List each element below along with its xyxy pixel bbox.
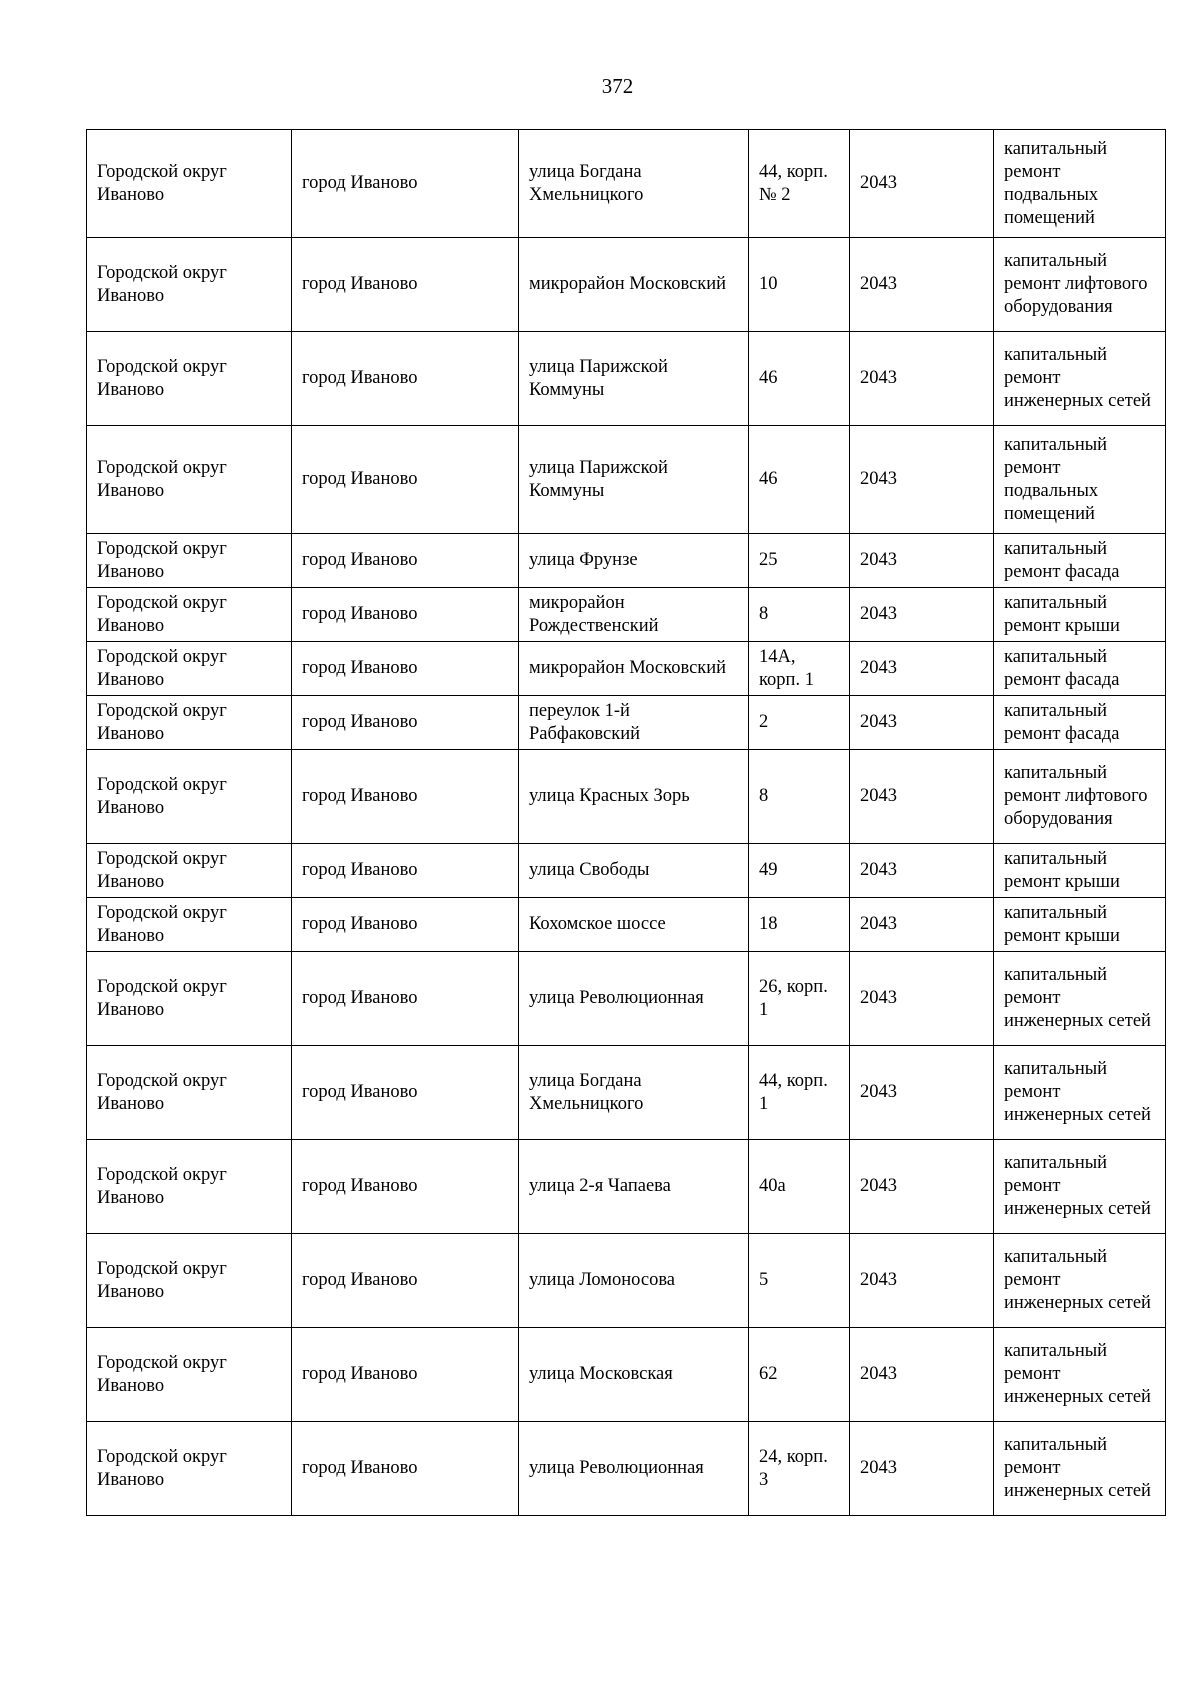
work-text: капитальный ремонт инженерных сетей	[1004, 345, 1151, 411]
municipality-cell	[87, 1046, 292, 1140]
house-text: 62	[759, 1364, 778, 1384]
year-text: 2043	[860, 658, 897, 678]
work-type-cell	[994, 1234, 1166, 1328]
settlement-text: город Иваново	[302, 914, 418, 934]
house-number-cell	[749, 952, 850, 1046]
work-type-cell	[994, 534, 1166, 588]
year-text: 2043	[860, 712, 897, 732]
table-row	[87, 952, 1166, 1046]
work-type-cell	[994, 696, 1166, 750]
house-number-cell	[749, 534, 850, 588]
municipality-cell	[87, 750, 292, 844]
street-text: улица Революционная	[529, 988, 704, 1008]
work-type-cell	[994, 332, 1166, 426]
settlement-cell	[292, 952, 519, 1046]
settlement-cell	[292, 1046, 519, 1140]
house-number-cell	[749, 696, 850, 750]
settlement-text: город Иваново	[302, 1364, 418, 1384]
year-cell	[850, 426, 994, 534]
settlement-text: город Иваново	[302, 274, 418, 294]
street-text: улица Свободы	[529, 860, 650, 880]
work-type-cell	[994, 238, 1166, 332]
street-text: микрорайон Рождественский	[529, 592, 659, 636]
year-cell	[850, 238, 994, 332]
house-text: 18	[759, 914, 778, 934]
municipality-cell	[87, 130, 292, 238]
house-text: 8	[759, 604, 769, 624]
house-text: 44, корп. № 2	[759, 161, 828, 205]
year-text: 2043	[860, 1364, 897, 1384]
work-type-cell	[994, 130, 1166, 238]
settlement-cell	[292, 1140, 519, 1234]
table-row	[87, 898, 1166, 952]
work-text: капитальный ремонт инженерных сетей	[1004, 1059, 1151, 1125]
table-row	[87, 1140, 1166, 1234]
street-text: микрорайон Московский	[529, 658, 727, 678]
settlement-text: город Иваново	[302, 658, 418, 678]
work-text: капитальный ремонт крыши	[1004, 902, 1120, 946]
street-text: улица Московская	[529, 1364, 673, 1384]
work-type-cell	[994, 1140, 1166, 1234]
municipality-text: Городской округ Иваново	[97, 161, 227, 205]
year-cell	[850, 844, 994, 898]
settlement-text: город Иваново	[302, 1270, 418, 1290]
municipality-text: Городской округ Иваново	[97, 457, 227, 501]
house-text: 24, корп. 3	[759, 1446, 828, 1490]
work-text: капитальный ремонт крыши	[1004, 592, 1120, 636]
year-text: 2043	[860, 1176, 897, 1196]
year-text: 2043	[860, 1082, 897, 1102]
street-cell	[519, 1046, 749, 1140]
house-number-cell	[749, 844, 850, 898]
street-cell	[519, 844, 749, 898]
work-text: капитальный ремонт фасада	[1004, 646, 1120, 690]
work-text: капитальный ремонт подвальных помещений	[1004, 434, 1108, 524]
municipality-cell	[87, 588, 292, 642]
settlement-text: город Иваново	[302, 604, 418, 624]
street-cell	[519, 130, 749, 238]
street-cell	[519, 534, 749, 588]
year-text: 2043	[860, 988, 897, 1008]
municipality-text: Городской округ Иваново	[97, 976, 227, 1020]
year-cell	[850, 952, 994, 1046]
table-row	[87, 332, 1166, 426]
work-text: капитальный ремонт лифтового оборудования	[1004, 251, 1148, 317]
house-text: 25	[759, 550, 778, 570]
municipality-cell	[87, 1234, 292, 1328]
table-row	[87, 130, 1166, 238]
house-number-cell	[749, 1328, 850, 1422]
municipality-cell	[87, 952, 292, 1046]
work-type-cell	[994, 750, 1166, 844]
house-number-cell	[749, 1046, 850, 1140]
settlement-cell	[292, 642, 519, 696]
street-text: улица Фрунзе	[529, 550, 638, 570]
house-number-cell	[749, 642, 850, 696]
settlement-text: город Иваново	[302, 712, 418, 732]
street-text: улица Революционная	[529, 1458, 704, 1478]
year-cell	[850, 588, 994, 642]
house-number-cell	[749, 1234, 850, 1328]
year-cell	[850, 696, 994, 750]
municipality-text: Городской округ Иваново	[97, 1446, 227, 1490]
table-body	[87, 130, 1166, 1516]
municipality-text: Городской округ Иваново	[97, 848, 227, 892]
year-text: 2043	[860, 1270, 897, 1290]
municipality-text: Городской округ Иваново	[97, 356, 227, 400]
table-row	[87, 588, 1166, 642]
year-cell	[850, 898, 994, 952]
house-text: 2	[759, 712, 769, 732]
house-number-cell	[749, 588, 850, 642]
settlement-text: город Иваново	[302, 173, 418, 193]
street-cell	[519, 1422, 749, 1516]
table-row	[87, 696, 1166, 750]
year-cell	[850, 1422, 994, 1516]
settlement-cell	[292, 1234, 519, 1328]
settlement-cell	[292, 750, 519, 844]
house-text: 46	[759, 469, 778, 489]
settlement-text: город Иваново	[302, 1082, 418, 1102]
municipality-text: Городской округ Иваново	[97, 1070, 227, 1114]
year-text: 2043	[860, 1458, 897, 1478]
settlement-text: город Иваново	[302, 1176, 418, 1196]
settlement-cell	[292, 130, 519, 238]
year-cell	[850, 332, 994, 426]
municipality-cell	[87, 696, 292, 750]
table-row	[87, 1422, 1166, 1516]
municipality-cell	[87, 642, 292, 696]
municipality-cell	[87, 426, 292, 534]
work-type-cell	[994, 588, 1166, 642]
year-cell	[850, 642, 994, 696]
house-number-cell	[749, 238, 850, 332]
table-row	[87, 1328, 1166, 1422]
work-type-cell	[994, 1046, 1166, 1140]
settlement-text: город Иваново	[302, 469, 418, 489]
year-text: 2043	[860, 860, 897, 880]
settlement-text: город Иваново	[302, 860, 418, 880]
street-cell	[519, 750, 749, 844]
municipality-cell	[87, 898, 292, 952]
street-text: микрорайон Московский	[529, 274, 727, 294]
street-text: Кохомское шоссе	[529, 914, 666, 934]
settlement-cell	[292, 534, 519, 588]
year-cell	[850, 750, 994, 844]
table-row	[87, 1234, 1166, 1328]
work-text: капитальный ремонт инженерных сетей	[1004, 1435, 1151, 1501]
municipality-text: Городской округ Иваново	[97, 1258, 227, 1302]
year-text: 2043	[860, 274, 897, 294]
municipality-cell	[87, 238, 292, 332]
settlement-cell	[292, 1422, 519, 1516]
street-cell	[519, 1328, 749, 1422]
house-text: 26, корп. 1	[759, 976, 828, 1020]
year-text: 2043	[860, 550, 897, 570]
capital-repair-table	[86, 129, 1166, 1516]
year-text: 2043	[860, 914, 897, 934]
street-cell	[519, 696, 749, 750]
street-text: улица Парижской Коммуны	[529, 457, 668, 501]
street-cell	[519, 332, 749, 426]
year-text: 2043	[860, 469, 897, 489]
municipality-text: Городской округ Иваново	[97, 700, 227, 744]
house-text: 46	[759, 368, 778, 388]
house-text: 49	[759, 860, 778, 880]
work-type-cell	[994, 952, 1166, 1046]
year-cell	[850, 534, 994, 588]
settlement-cell	[292, 696, 519, 750]
settlement-text: город Иваново	[302, 988, 418, 1008]
table-row	[87, 844, 1166, 898]
work-text: капитальный ремонт лифтового оборудования	[1004, 763, 1148, 829]
settlement-text: город Иваново	[302, 786, 418, 806]
municipality-cell	[87, 332, 292, 426]
municipality-cell	[87, 1140, 292, 1234]
work-text: капитальный ремонт инженерных сетей	[1004, 1341, 1151, 1407]
street-text: улица Богдана Хмельницкого	[529, 161, 644, 205]
work-type-cell	[994, 1328, 1166, 1422]
work-type-cell	[994, 844, 1166, 898]
house-text: 40а	[759, 1176, 786, 1196]
street-text: улица Ломоносова	[529, 1270, 676, 1290]
house-text: 10	[759, 274, 778, 294]
page-number: 372	[601, 74, 634, 98]
year-cell	[850, 1140, 994, 1234]
street-text: улица Парижской Коммуны	[529, 356, 668, 400]
settlement-cell	[292, 426, 519, 534]
work-text: капитальный ремонт инженерных сетей	[1004, 1247, 1151, 1313]
year-text: 2043	[860, 786, 897, 806]
work-text: капитальный ремонт фасада	[1004, 538, 1120, 582]
municipality-text: Городской округ Иваново	[97, 1164, 227, 1208]
settlement-cell	[292, 844, 519, 898]
table-row	[87, 238, 1166, 332]
street-cell	[519, 588, 749, 642]
settlement-cell	[292, 332, 519, 426]
street-cell	[519, 238, 749, 332]
street-text: улица Красных Зорь	[529, 786, 690, 806]
work-text: капитальный ремонт крыши	[1004, 848, 1120, 892]
municipality-text: Городской округ Иваново	[97, 646, 227, 690]
street-cell	[519, 1234, 749, 1328]
settlement-text: город Иваново	[302, 550, 418, 570]
house-number-cell	[749, 130, 850, 238]
municipality-cell	[87, 844, 292, 898]
settlement-cell	[292, 1328, 519, 1422]
street-cell	[519, 1140, 749, 1234]
house-number-cell	[749, 332, 850, 426]
settlement-cell	[292, 588, 519, 642]
table-row	[87, 750, 1166, 844]
work-type-cell	[994, 642, 1166, 696]
house-number-cell	[749, 750, 850, 844]
settlement-text: город Иваново	[302, 368, 418, 388]
street-cell	[519, 426, 749, 534]
year-cell	[850, 130, 994, 238]
year-cell	[850, 1328, 994, 1422]
year-text: 2043	[860, 604, 897, 624]
street-text: улица 2-я Чапаева	[529, 1176, 671, 1196]
settlement-cell	[292, 238, 519, 332]
house-text: 44, корп. 1	[759, 1070, 828, 1114]
municipality-cell	[87, 534, 292, 588]
work-type-cell	[994, 1422, 1166, 1516]
settlement-cell	[292, 898, 519, 952]
house-text: 5	[759, 1270, 769, 1290]
table-row	[87, 1046, 1166, 1140]
municipality-cell	[87, 1328, 292, 1422]
house-number-cell	[749, 1140, 850, 1234]
municipality-text: Городской округ Иваново	[97, 592, 227, 636]
street-text: улица Богдана Хмельницкого	[529, 1070, 644, 1114]
work-text: капитальный ремонт фасада	[1004, 700, 1120, 744]
settlement-text: город Иваново	[302, 1458, 418, 1478]
work-text: капитальный ремонт инженерных сетей	[1004, 965, 1151, 1031]
year-text: 2043	[860, 368, 897, 388]
work-type-cell	[994, 426, 1166, 534]
table-row	[87, 534, 1166, 588]
work-type-cell	[994, 898, 1166, 952]
house-number-cell	[749, 426, 850, 534]
work-text: капитальный ремонт инженерных сетей	[1004, 1153, 1151, 1219]
house-text: 8	[759, 786, 769, 806]
house-number-cell	[749, 898, 850, 952]
year-cell	[850, 1234, 994, 1328]
table-row	[87, 642, 1166, 696]
year-cell	[850, 1046, 994, 1140]
street-cell	[519, 898, 749, 952]
street-cell	[519, 642, 749, 696]
municipality-text: Городской округ Иваново	[97, 538, 227, 582]
municipality-text: Городской округ Иваново	[97, 902, 227, 946]
house-text: 14А, корп. 1	[759, 646, 814, 690]
table-row	[87, 426, 1166, 534]
house-number-cell	[749, 1422, 850, 1516]
municipality-text: Городской округ Иваново	[97, 1352, 227, 1396]
work-text: капитальный ремонт подвальных помещений	[1004, 138, 1108, 228]
municipality-cell	[87, 1422, 292, 1516]
municipality-text: Городской округ Иваново	[97, 262, 227, 306]
street-cell	[519, 952, 749, 1046]
street-text: переулок 1-й Рабфаковский	[529, 700, 641, 744]
year-text: 2043	[860, 173, 897, 193]
municipality-text: Городской округ Иваново	[97, 774, 227, 818]
